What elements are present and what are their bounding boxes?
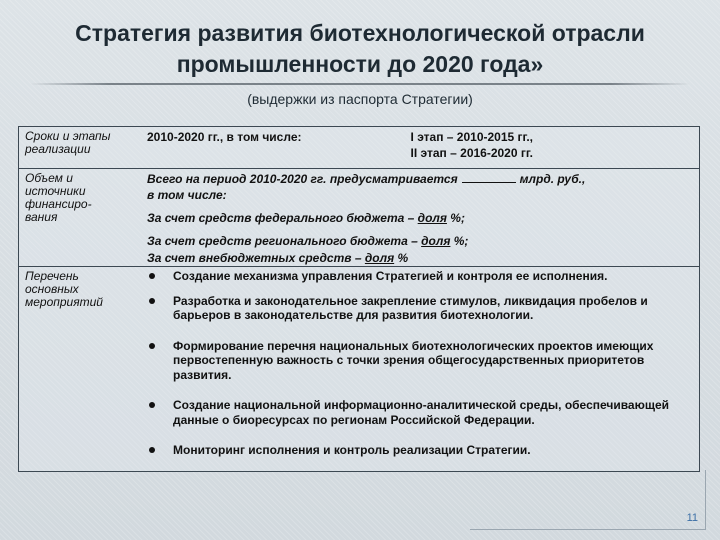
bullet-icon: [149, 273, 155, 279]
funding-blank: [462, 182, 516, 183]
terms-stage-1: I этап – 2010-2015 гг.,: [410, 130, 533, 144]
funding-extra-prefix: За счет внебюджетных средств –: [147, 251, 362, 265]
funding-federal-suffix: %;: [450, 211, 465, 225]
title-divider: [30, 83, 690, 85]
bullet-icon: [149, 343, 155, 349]
funding-extra-suffix: %: [397, 251, 409, 265]
corner-divider-horizontal: [470, 529, 706, 530]
list-item: [147, 443, 689, 458]
terms-value: [147, 130, 693, 164]
measure-text: Создание национальной информационно-аналитической среды, обеспечивающей данные о биоресурсах по регионам Российской Федерации.: [173, 398, 670, 427]
terms-label: Сроки и этапы реализации: [25, 129, 111, 156]
measure-text: Создание механизма управления Стратегией и контроля ее исполнения.: [173, 269, 608, 283]
measure-text: Мониторинг исполнения и контроль реализации Стратегии.: [173, 443, 531, 457]
passport-table: [18, 126, 700, 472]
measures-list: [147, 269, 689, 458]
funding-label: Объем и источники финансиро-вания: [25, 171, 92, 224]
title-line-1: Стратегия развития биотехнологической отрасли: [75, 20, 645, 46]
slide-subtitle: (выдержки из паспорта Стратегии): [247, 91, 473, 107]
funding-regional-suffix: %;: [453, 234, 469, 248]
funding-value: [147, 171, 693, 249]
list-item: [147, 398, 689, 427]
funding-regional: [147, 233, 693, 249]
measure-text: Разработка и законодательное закрепление стимулов, ликвидация пробелов и барьеров в законодательстве для развития биотехнологии.: [173, 293, 648, 322]
funding-extra: [147, 251, 693, 265]
funding-total-suffix: млрд. руб.,: [519, 172, 586, 186]
corner-divider-vertical: [705, 470, 706, 530]
funding-federal: [147, 210, 693, 226]
slide-title: [40, 18, 680, 80]
page-number: 11: [686, 512, 698, 524]
funding-extra-share: доля: [364, 251, 395, 265]
bullet-icon: [149, 402, 155, 408]
table-row-measures: [19, 251, 699, 473]
funding-total-prefix: Всего на период 2010-2020 гг. предусматривается: [147, 172, 458, 186]
funding-regional-share: доля: [421, 234, 451, 248]
list-item: [147, 269, 689, 284]
funding-total: [147, 171, 693, 187]
funding-federal-share: доля: [417, 211, 447, 225]
title-line-2: промышленности до 2020 года»: [176, 51, 544, 77]
measures-label: Перечень основных мероприятий: [25, 269, 103, 309]
bullet-icon: [149, 298, 155, 304]
table-row-terms: [19, 127, 699, 171]
funding-federal-prefix: За счет средств федерального бюджета –: [147, 211, 415, 225]
measure-text: Формирование перечня национальных биотехнологических проектов имеющих первостепенную важность с точки зрения общегосударственных приоритетов развития.: [173, 338, 654, 382]
funding-regional-prefix: За счет средств регионального бюджета –: [147, 234, 418, 248]
list-item: [147, 294, 689, 323]
bullet-icon: [149, 447, 155, 453]
list-item: [147, 339, 689, 383]
terms-period: 2010-2020 гг., в том числе:: [147, 130, 302, 144]
funding-including: в том числе:: [147, 188, 227, 202]
terms-stage-2: II этап – 2016-2020 гг.: [410, 146, 533, 160]
